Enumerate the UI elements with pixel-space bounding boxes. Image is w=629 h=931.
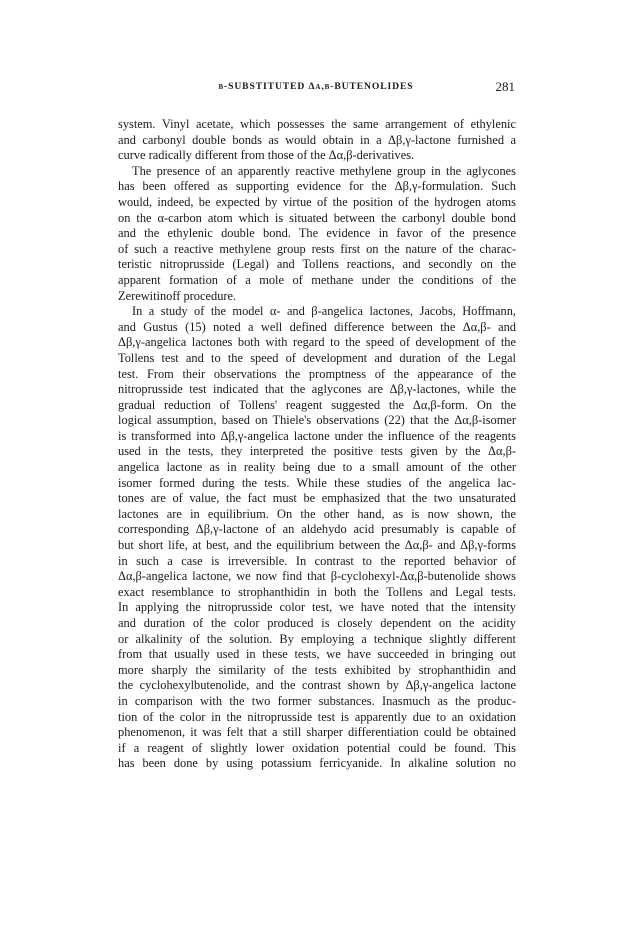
text-line: has been offered as supporting evidence for the Δβ,γ-formulation. Such [118, 179, 516, 194]
text-line: in comparison with the two former substances. Inasmuch as the produc- [118, 693, 516, 708]
text-line: In applying the nitroprusside color test, we have noted that the intensity [118, 600, 516, 615]
text-line: tion of the color in the nitroprusside test is apparently due to an oxidation [118, 709, 516, 724]
text-line: but short life, at best, and the equilibrium between the Δα,β- and Δβ,γ-forms [118, 538, 516, 553]
text-line: system. Vinyl acetate, which possesses the same arrangement of ethylenic [118, 117, 516, 131]
text-line: and Gustus (15) noted a well defined difference between the Δα,β- and [118, 319, 516, 334]
text-line: isomer formed during the tests. While these studies of the angelica lac- [118, 475, 516, 490]
text-line: would, indeed, be expected by virtue of the position of the hydrogen atoms [118, 194, 516, 209]
text-line: corresponding Δβ,γ-lactone of an aldehydo acid presumably is capable of [118, 522, 516, 537]
text-line: and the ethylenic double bond. The evidence in favor of the presence [118, 226, 516, 241]
text-line: Zerewitinoff procedure. [118, 288, 237, 303]
text-line: is transformed into Δβ,γ-angelica lactone under the influence of the reagents [118, 428, 516, 443]
text-line: the cyclohexylbutenolide, and the contrast shown by Δβ,γ-angelica lactone [118, 678, 516, 693]
text-line: more sharply the similarity of the tests exhibited by strophanthidin and [118, 662, 516, 677]
text-line: Δβ,γ-angelica lactones both with regard to the speed of development of the [118, 335, 516, 350]
text-line: on the α-carbon atom which is situated between the carbonyl double bond [118, 210, 516, 225]
text-line: test. From their observations the promptness of the appearance of the [118, 366, 516, 381]
text-line: from that usually used in these tests, we have succeeded in bringing out [118, 647, 516, 662]
text-line: exact resemblance to strophanthidin in both the Tollens and Legal tests. [118, 584, 516, 599]
page-number: 281 [495, 79, 515, 94]
text-line: or alkalinity of the solution. By employing a technique slightly different [118, 631, 516, 646]
text-line: gradual reduction of Tollens' reagent suggested the Δα,β-form. On the [118, 397, 516, 412]
text-line: Δα,β-angelica lactone, we now find that β-cyclohexyl-Δα,β-butenolide shows [118, 569, 516, 584]
text-line: curve radically different from those of the Δα,β-derivatives. [118, 148, 415, 163]
text-line: in such a case is irreversible. In contrast to the reported behavior of [118, 553, 516, 568]
text-line: used in the tests, they interpreted the positive tests given by the Δα,β- [118, 444, 516, 459]
text-line: teristic nitroprusside (Legal) and Tollens reactions, and secondly on the [118, 257, 516, 272]
body-text [118, 117, 516, 772]
text-line: angelica lactone as in reality being due to a small amount of the other [118, 460, 516, 475]
text-line: Tollens test and to the speed of development and duration of the Legal [118, 350, 516, 365]
text-line: apparent formation of a mole of methane under the conditions of the [118, 272, 516, 287]
paragraph-first-line: The presence of an apparently reactive methylene group in the aglycones [132, 163, 516, 178]
text-line: has been done by using potassium ferricyanide. In alkaline solution no [118, 756, 516, 771]
text-line: logical assumption, based on Thiele's observations (22) that the Δα,β-isomer [118, 413, 516, 428]
paragraph-first-line: In a study of the model α- and β-angelica lactones, Jacobs, Hoffmann, [132, 304, 516, 319]
running-title: β-SUBSTITUTED Δα,β-BUTENOLIDES [218, 81, 414, 92]
text-line: nitroprusside test indicated that the aglycones are Δβ,γ-lactones, while the [118, 382, 516, 397]
running-header [117, 78, 515, 96]
text-line: if a reagent of slightly lower oxidation potential could be found. This [118, 740, 516, 755]
text-line: and duration of the color produced is closely dependent on the acidity [118, 616, 516, 630]
text-line: tones are of value, the fact must be emphasized that the two unsaturated [118, 491, 516, 506]
text-line: phenomenon, it was felt that a still sharper differentiation could be obtained [118, 725, 516, 740]
text-line: and carbonyl double bonds as would obtain in a Δβ,γ-lactone furnished a [118, 132, 516, 147]
text-line: of such a reactive methylene group rests first on the nature of the charac- [118, 241, 516, 256]
text-line: lactones are in equilibrium. On the other hand, as is now shown, the [118, 506, 516, 521]
